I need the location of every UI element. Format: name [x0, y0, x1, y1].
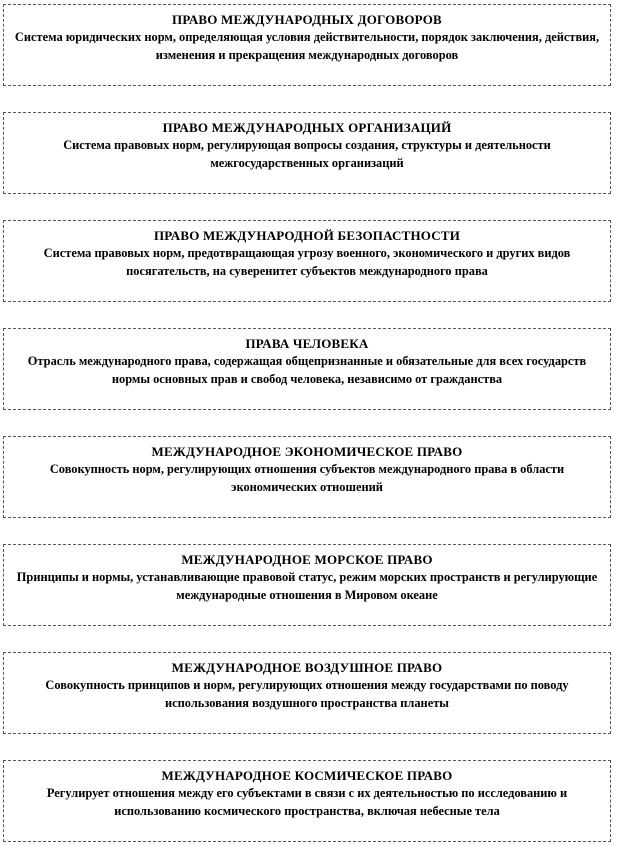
box-security-law: [3, 220, 611, 302]
box-description: Принципы и нормы, устанавливающие правовой статус, режим морских пространств и регулирующие международные отношения в Мировом океане: [16, 570, 598, 602]
box-description: Отрасль международного права, содержащая общепризнанные и обязательные для всех государств нормы основных прав и свобод человека, независимо от гражданства: [27, 354, 587, 386]
box-treaty-law: [3, 4, 611, 86]
box-space-law: [3, 760, 611, 842]
box-title: МЕЖДУНАРОДНОЕ МОРСКОЕ ПРАВО: [181, 552, 433, 567]
box-title: МЕЖДУНАРОДНОЕ КОСМИЧЕСКОЕ ПРАВО: [161, 768, 453, 783]
box-organizations-law: [3, 112, 611, 194]
box-description: Совокупность норм, регулирующих отношения субъектов международного права в области экономических отношений: [49, 462, 565, 494]
box-economic-law: [3, 436, 611, 518]
box-maritime-law: [3, 544, 611, 626]
box-title: ПРАВО МЕЖДУНАРОДНОЙ БЕЗОПАСТНОСТИ: [153, 228, 461, 243]
box-title: ПРАВА ЧЕЛОВЕКА: [245, 336, 369, 351]
box-title: ПРАВО МЕЖДУНАРОДНЫХ ОРГАНИЗАЦИЙ: [162, 120, 452, 135]
box-description: Система юридических норм, определяющая условия действительности, порядок заключения, действия, изменения и прекращения международных договоров: [14, 30, 600, 62]
box-title: МЕЖДУНАРОДНОЕ ВОЗДУШНОЕ ПРАВО: [171, 660, 443, 675]
box-title: ПРАВО МЕЖДУНАРОДНЫХ ДОГОВОРОВ: [172, 12, 442, 27]
box-description: Регулирует отношения между его субъектами в связи с их деятельностью по исследованию и использованию космического пространства, включая небесные тела: [46, 786, 568, 818]
box-description: Совокупность принципов и норм, регулирующих отношения между государствами по поводу использования воздушного пространства планеты: [45, 678, 569, 710]
box-air-law: [3, 652, 611, 734]
box-description: Система правовых норм, регулирующая вопросы создания, структуры и деятельности межгосударственных организаций: [63, 138, 551, 170]
box-human-rights: [3, 328, 611, 410]
box-description: Система правовых норм, предотвращающая угрозу военного, экономического и других видов посягательств, на суверенитет субъектов международного права: [43, 246, 571, 278]
box-title: МЕЖДУНАРОДНОЕ ЭКОНОМИЧЕСКОЕ ПРАВО: [151, 444, 463, 459]
